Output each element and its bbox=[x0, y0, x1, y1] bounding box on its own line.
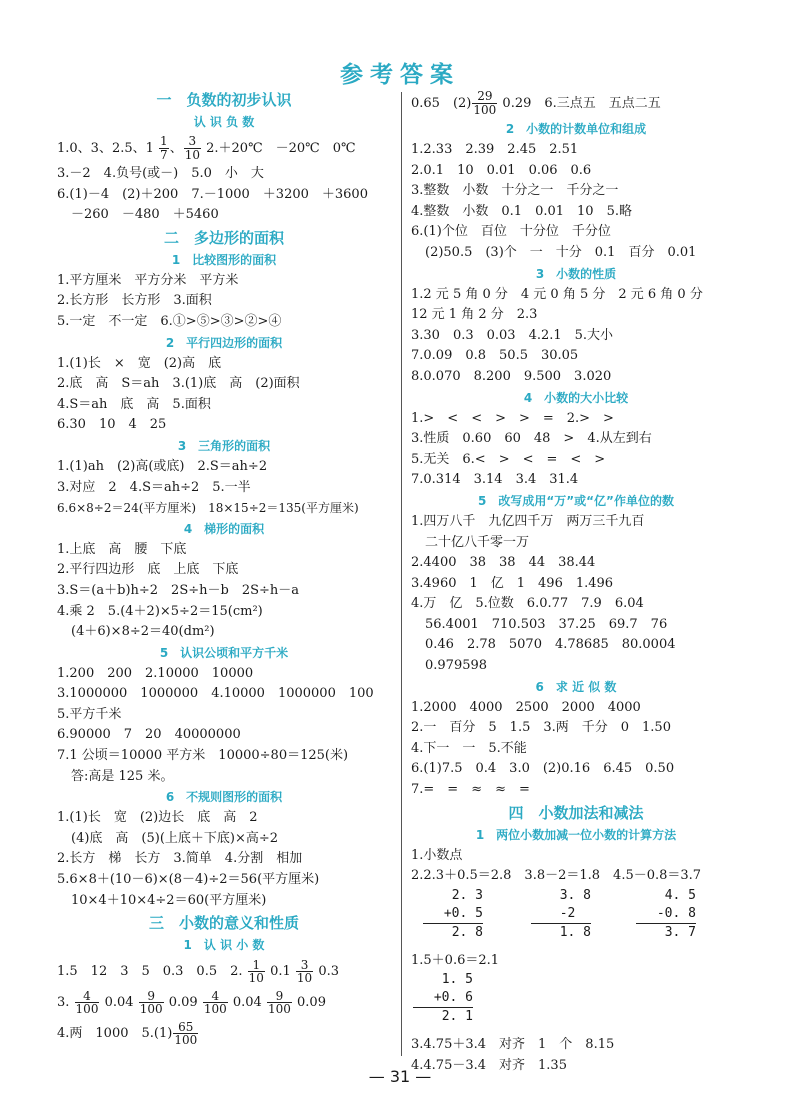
answer-line: 5.6×8＋(10－6)×(8－4)÷2＝56(平方厘米) bbox=[57, 872, 320, 888]
fraction: $\frac{29}{100}$ bbox=[473, 89, 497, 117]
answer-line: 4.整数 小数 0.1 0.01 10 5.略 bbox=[411, 203, 632, 219]
answer-line: 56.4001 710.503 37.25 69.7 76 bbox=[425, 616, 668, 632]
answer-line: 1.2.33 2.39 2.45 2.51 bbox=[411, 142, 579, 157]
page-title: 参考答案 bbox=[340, 62, 460, 88]
answer-line: 4.万 亿 5.位数 6.0.77 7.9 6.04 bbox=[411, 596, 644, 612]
left-column bbox=[57, 88, 391, 1049]
answer-line: 3.4960 1 亿 1 496 1.496 bbox=[411, 575, 614, 591]
answer-line: 10×4＋10×4÷2＝60(平方厘米) bbox=[71, 892, 267, 908]
answer-line: 0.979598 bbox=[425, 658, 488, 674]
answer-line: 4.两 1000 5.(1) $\frac{65}{100}$ bbox=[57, 1019, 198, 1048]
answer-line: 6.(1)个位 百位 十分位 千分位 bbox=[411, 224, 611, 240]
answer-line: 4.乘 2 5.(4＋2)×5÷2＝15(cm²) bbox=[57, 603, 263, 619]
section-heading: 3 三角形的面积 bbox=[177, 438, 271, 453]
answer-line: 1.5 12 3 5 0.3 0.5 2. $\frac{1}{10}$ 0.1 $\frac{3}{10}$ 0.3 bbox=[57, 957, 340, 986]
section-heading: 1 比较图形的面积 bbox=[171, 252, 277, 267]
answer-line: 3.4.75＋3.4 对齐 1 个 8.15 bbox=[411, 1037, 615, 1053]
answer-line: 1.(1)长 宽 (2)边长 底 高 2 bbox=[57, 810, 258, 826]
vertical-calc: 4. 5 -0. 8 3. 7 bbox=[636, 887, 696, 942]
answer-line: 4.下一 一 5.不能 bbox=[411, 740, 527, 756]
answer-line: 二十亿八千零一万 bbox=[425, 534, 530, 550]
answer-line: 3.30 0.3 0.03 4.2.1 5.大小 bbox=[411, 327, 614, 343]
right-column bbox=[411, 88, 741, 1077]
section-heading: 4 梯形的面积 bbox=[183, 521, 265, 536]
unit-heading: 三 小数的意义和性质 bbox=[148, 914, 299, 933]
answer-line: 6.(1)7.5 0.4 3.0 (2)0.16 6.45 0.50 bbox=[411, 761, 675, 777]
unit-heading: 四 小数加法和减法 bbox=[508, 803, 644, 822]
answer-line: 2.底 高 S＝ah 3.(1)底 高 (2)面积 bbox=[57, 376, 300, 392]
section-heading: 2 平行四边形的面积 bbox=[165, 335, 283, 350]
unit-heading: 二 多边形的面积 bbox=[163, 228, 284, 247]
page-number: — 31 — bbox=[368, 1067, 432, 1086]
answer-line: 7.0.314 3.14 3.4 31.4 bbox=[411, 472, 579, 488]
answer-line: 8.0.070 8.200 9.500 3.020 bbox=[411, 368, 612, 384]
answer-line: 3.整数 小数 十分之一 千分之一 bbox=[411, 183, 619, 199]
answer-line: 1.平方厘米 平方分米 平方米 bbox=[57, 272, 239, 288]
fraction: $\frac{9}{100}$ bbox=[139, 988, 163, 1017]
answer-line: 6.(1)－4 (2)＋200 7.－1000 ＋3200 ＋3600 bbox=[57, 186, 368, 202]
fraction: $\frac{1}{10}$ bbox=[248, 957, 264, 986]
answer-line: 7.0.09 0.8 50.5 30.05 bbox=[411, 348, 579, 364]
answer-line: 2.0.1 10 0.01 0.06 0.6 bbox=[411, 162, 592, 178]
vertical-calc: 1. 5 +0. 6 2. 1 bbox=[413, 971, 473, 1026]
answer-line: 5.无关 6.< > < = < > bbox=[411, 451, 606, 467]
answer-line: 1.上底 高 腰 下底 bbox=[57, 541, 187, 557]
answer-line: 答:高是 125 米。 bbox=[71, 768, 174, 784]
vertical-calculations bbox=[411, 887, 741, 951]
section-heading: 6 求 近 似 数 bbox=[535, 679, 617, 694]
section-heading: 认 识 负 数 bbox=[193, 115, 255, 129]
answer-line: 6.90000 7 20 40000000 bbox=[57, 727, 241, 743]
answer-line: 4.S＝ah 底 高 5.面积 bbox=[57, 396, 211, 412]
section-heading: 1 两位小数加减一位小数的计算方法 bbox=[475, 827, 677, 842]
section-heading: 2 小数的计数单位和组成 bbox=[505, 122, 647, 136]
answer-line: 1.2000 4000 2500 2000 4000 bbox=[411, 699, 641, 715]
answer-line: 4.4.75－3.4 对齐 1.35 bbox=[411, 1058, 567, 1073]
answer-line: 2.一 百分 5 1.5 3.两 千分 0 1.50 bbox=[411, 720, 671, 736]
fraction: $\frac{1}{7}$ bbox=[160, 134, 168, 162]
answer-line: 1.5＋0.6＝2.1 bbox=[411, 952, 500, 968]
answer-line: 0.65 (2) $\frac{29}{100}$ 0.29 6.三点五 五点二五 bbox=[411, 89, 661, 117]
answer-line: 1.(1)ah (2)高(或底) 2.S＝ah÷2 bbox=[57, 458, 268, 474]
answer-line: 3. $\frac{4}{100}$ 0.04 $\frac{9}{100}$ 0.09 $\frac{4}{100}$ 0.04 $\frac{9}{100}$ 0.09 bbox=[57, 988, 326, 1017]
answer-line: 2.长方形 长方形 3.面积 bbox=[57, 293, 212, 309]
section-heading: 3 小数的性质 bbox=[535, 266, 617, 281]
answer-line: 1.2 元 5 角 0 分 4 元 0 角 5 分 2 元 6 角 0 分 bbox=[411, 286, 703, 302]
answer-line: 2.平行四边形 底 上底 下底 bbox=[57, 562, 239, 578]
vertical-calc: 3. 8 -2 1. 8 bbox=[531, 887, 591, 942]
answer-line: 7.= = ≈ ≈ = bbox=[411, 782, 530, 798]
answer-line: 3.S＝(a＋b)h÷2 2S÷h－b 2S÷h－a bbox=[57, 582, 300, 598]
vertical-calc: 2. 3 +0. 5 2. 8 bbox=[423, 887, 483, 942]
vertical-calculations bbox=[411, 971, 741, 1035]
answer-line: 1.0、3、2.5、1 $\frac{1}{7}$ 、 $\frac{3}{10}$ 2.＋20℃ －20℃ 0℃ bbox=[57, 134, 356, 162]
answer-line: 1.200 200 2.10000 10000 bbox=[57, 665, 254, 681]
fraction: $\frac{3}{10}$ bbox=[184, 134, 200, 162]
fraction: $\frac{9}{100}$ bbox=[267, 988, 291, 1017]
fraction: $\frac{3}{10}$ bbox=[296, 957, 313, 986]
answer-line: 2.长方 梯 长方 3.简单 4.分割 相加 bbox=[57, 851, 303, 867]
answer-line: 5.平方千米 bbox=[57, 706, 122, 722]
fraction: $\frac{4}{100}$ bbox=[75, 988, 99, 1017]
answer-line: 1.> < < > > = 2.> > bbox=[411, 410, 614, 426]
answer-line: 2.2.3＋0.5＝2.8 3.8－2＝1.8 4.5－0.8＝3.7 bbox=[411, 868, 702, 884]
answer-line: (2)50.5 (3)个 一 十分 0.1 百分 0.01 bbox=[425, 244, 697, 260]
answer-line: 1.(1)长 × 宽 (2)高 底 bbox=[57, 355, 222, 371]
answer-line: 2.4400 38 38 44 38.44 bbox=[411, 555, 596, 571]
answer-line: 7.1 公顷＝10000 平方米 10000÷80＝125(米) bbox=[57, 748, 349, 764]
section-heading: 1 认 识 小 数 bbox=[183, 938, 265, 953]
answer-line: 3.性质 0.60 60 48 > 4.从左到右 bbox=[411, 431, 652, 447]
answer-line: 0.46 2.78 5070 4.78685 80.0004 bbox=[425, 637, 676, 653]
column-divider bbox=[401, 92, 402, 1056]
unit-heading: 一 负数的初步认识 bbox=[156, 91, 292, 109]
answer-line: 3.对应 2 4.S＝ah÷2 5.一半 bbox=[57, 479, 251, 495]
answer-line: 3.－2 4.负号(或－) 5.0 小 大 bbox=[57, 166, 264, 181]
answer-line: (4)底 高 (5)(上底＋下底)×高÷2 bbox=[71, 830, 279, 846]
answer-line: －260 －480 ＋5460 bbox=[71, 207, 219, 223]
answer-line: 12 元 1 角 2 分 2.3 bbox=[411, 307, 538, 323]
section-heading: 6 不规则图形的面积 bbox=[165, 790, 283, 805]
answer-line: 3.1000000 1000000 4.10000 1000000 100 bbox=[57, 686, 374, 702]
section-heading: 4 小数的大小比较 bbox=[523, 390, 629, 405]
section-heading: 5 改写成用“万”或“亿”作单位的数 bbox=[478, 493, 674, 508]
answer-line: 1.四万八千 九亿四千万 两万三千九百 bbox=[411, 513, 645, 529]
answer-line: 5.一定 不一定 6.①>⑤>③>②>④ bbox=[57, 313, 282, 329]
answer-line: 1.小数点 bbox=[411, 847, 463, 863]
answer-line: 6.30 10 4 25 bbox=[57, 417, 167, 433]
answer-line: (4＋6)×8÷2＝40(dm²) bbox=[71, 624, 215, 640]
answer-line: 6.6×8÷2＝24(平方厘米) 18×15÷2＝135(平方厘米) bbox=[57, 501, 359, 516]
fraction: $\frac{4}{100}$ bbox=[203, 988, 227, 1017]
fraction: $\frac{65}{100}$ bbox=[174, 1019, 198, 1048]
section-heading: 5 认识公顷和平方千米 bbox=[159, 645, 289, 660]
